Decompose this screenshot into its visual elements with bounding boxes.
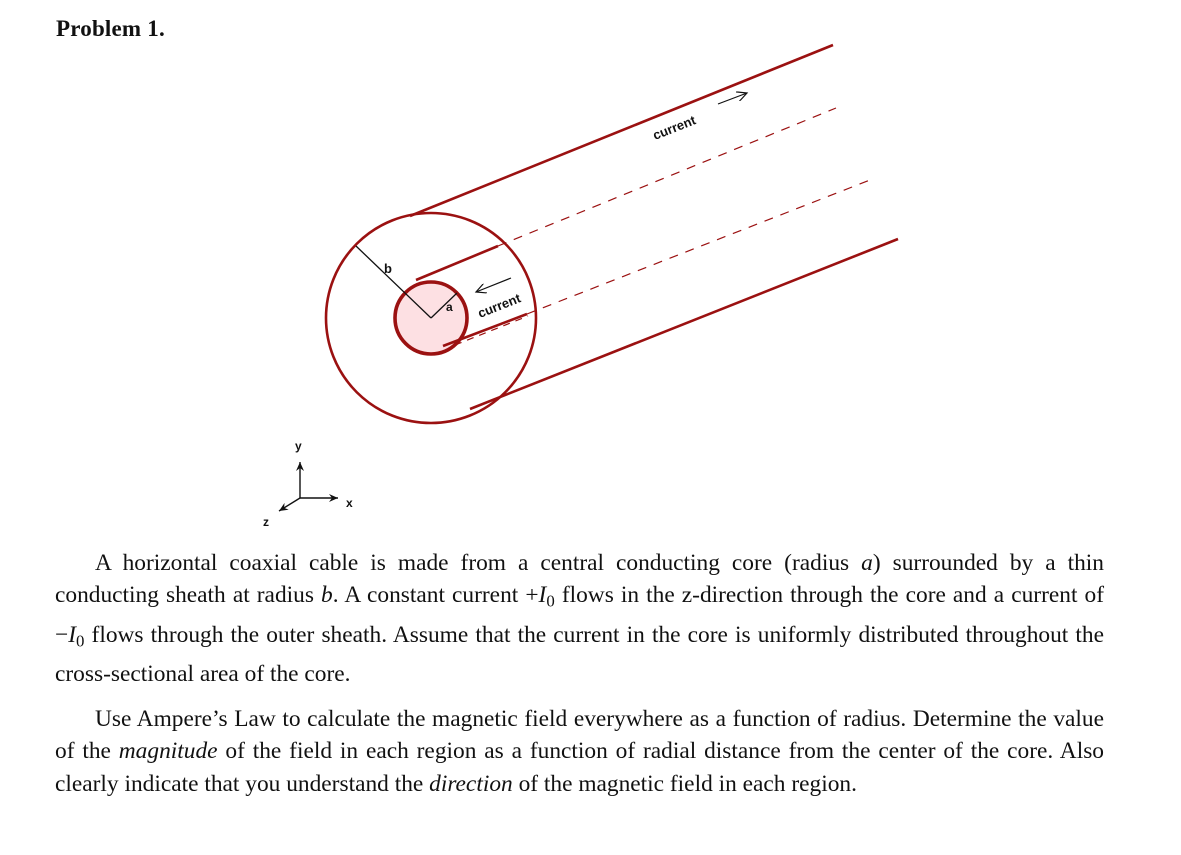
z-axis-arrow (279, 498, 300, 511)
p1-var-I-2: I (68, 621, 76, 648)
p2-text-2: of the field in each region as a function of radial distance from the center of the core. Also clearly indicate that you understand the (55, 738, 1104, 797)
p1-minus-sign: − (55, 621, 69, 648)
axis-label-x: x (346, 496, 353, 510)
p1-text-1: A horizontal coaxial cable is made from a central conducting core (radius (95, 550, 862, 576)
p1-text-3: . A constant current (332, 582, 526, 609)
p2-emphasis-magnitude: magnitude (118, 738, 218, 765)
p1-text-2: ) surrounded by a thin conducting sheath at radius (55, 550, 1104, 609)
current-label-outer: current (650, 112, 698, 143)
p1-text-5: flows through the outer sheath. Assume that the current in the core is uniformly distributed throughout the cross-sectional area of the core. (55, 621, 1104, 687)
p1-var-b: b (321, 582, 333, 609)
p1-plus-sign: + (525, 582, 539, 609)
p1-subscript-0-2: 0 (76, 631, 85, 651)
p1-var-a: a (861, 550, 873, 576)
axis-label-z: z (263, 515, 269, 529)
outer-top-line (410, 45, 833, 216)
current-arrow-outer (718, 93, 747, 104)
current-arrow-inner (476, 278, 511, 292)
p1-subscript-0: 0 (546, 592, 555, 612)
label-b: b (384, 261, 392, 276)
outer-bottom-line (470, 239, 898, 409)
p1-var-I: I (538, 582, 547, 609)
problem-title: Problem 1. (56, 16, 165, 41)
problem-paragraph-2 (55, 703, 1104, 800)
current-label-inner: current (475, 290, 523, 321)
label-a: a (446, 300, 453, 314)
dashed-line-middle (527, 180, 870, 314)
p1-text-4: flows in the z-direction through the core and a current of (554, 582, 1105, 609)
problem-paragraph-1 (55, 547, 1104, 690)
core-top-segment (416, 246, 498, 280)
p2-emphasis-direction: direction (429, 770, 513, 797)
p2-text-3: of the magnetic field in each region. (512, 770, 857, 797)
p2-text-1: Use Ampere’s Law to calculate the magnetic field everywhere as a function of radius. Determine the value of the (55, 706, 1104, 765)
axis-label-y: y (295, 439, 302, 453)
